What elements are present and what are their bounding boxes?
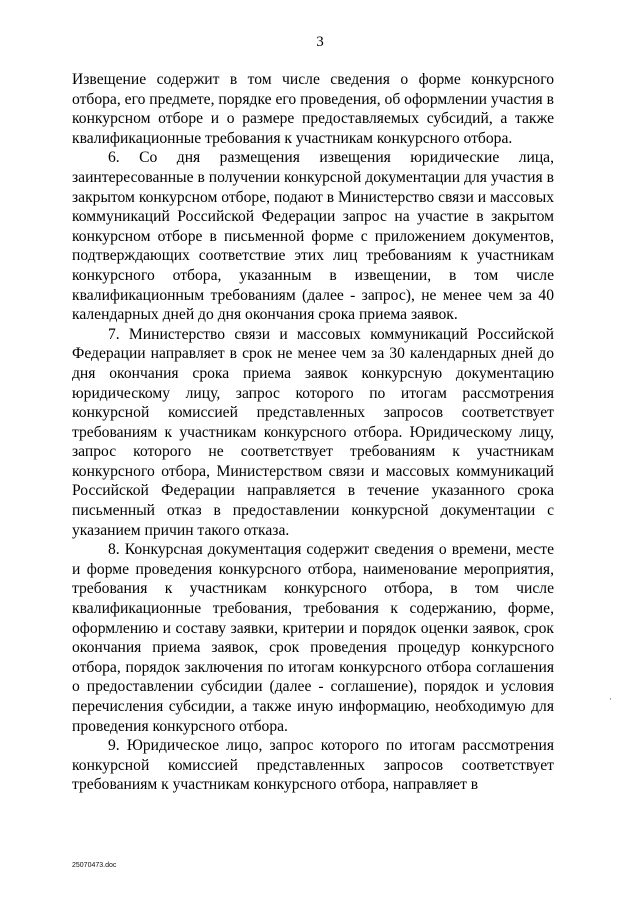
paragraph-6: 6. Со дня размещения извещения юридические лица, заинтересованные в получении конкурсной документации для участия в закрытом конкурсном отборе, подают в Министерство связи и массовых коммуникаций Российской Федерации запрос на участие в закрытом конкурсном отборе в письменной форме с приложением документов, подтверждающих соответствие этих лиц требованиям к участникам конкурсного отбора, указанным в извещении, в том числе квалификационным требованиям (далее - запрос), не менее чем за 40 календарных дней до дня окончания срока приема заявок. <box>72 149 554 324</box>
paragraph-notice-contents: Извещение содержит в том числе сведения о форме конкурсного отбора, его предмете, порядке его проведения, об оформлении участия в конкурсном отборе и о размере предоставляемых субсидий, а также квалификационные требования к участникам конкурсного отбора. <box>72 71 554 147</box>
paragraph-7: 7. Министерство связи и массовых коммуникаций Российской Федерации направляет в срок не менее чем за 30 календарных дней до дня окончания срока приема заявок конкурсную документацию юридическому лицу, запрос которого по итогам рассмотрения конкурсной комиссией представленных запросов соответствует требованиям к участникам конкурсного отбора. Юридическому лицу, запрос которого не соответствует требованиям к участникам конкурсного отбора, Министерством связи и массовых коммуникаций Российской Федерации направляется в течение указанного срока письменный отказ в предоставлении конкурсной документации с указанием причин такого отказа. <box>72 325 554 539</box>
footer-file-name: 25070473.doc <box>72 862 117 869</box>
paragraph-8: 8. Конкурсная документация содержит сведения о времени, месте и форме проведения конкурсного отбора, наименование мероприятия, требования к участникам конкурсного отбора, в том числе квалификационные требования, требования к содержанию, форме, оформлению и составу заявки, критерии и порядок оценки заявок, срок окончания приема заявок, срок проведения процедур конкурсного отбора, порядок заключения по итогам конкурсного отбора соглашения о предоставлении субсидии (далее - соглашение), порядок и условия перечисления субсидии, а также иную информацию, необходимую для проведения конкурсного отбора. <box>72 541 554 735</box>
page-number: 3 <box>316 34 324 50</box>
margin-mark: · <box>609 694 612 704</box>
paragraph-9: 9. Юридическое лицо, запрос которого по итогам рассмотрения конкурсной комиссией представленных запросов соответствует требованиям к участникам конкурсного отбора, направляет в <box>72 737 554 794</box>
body-text <box>72 70 554 795</box>
